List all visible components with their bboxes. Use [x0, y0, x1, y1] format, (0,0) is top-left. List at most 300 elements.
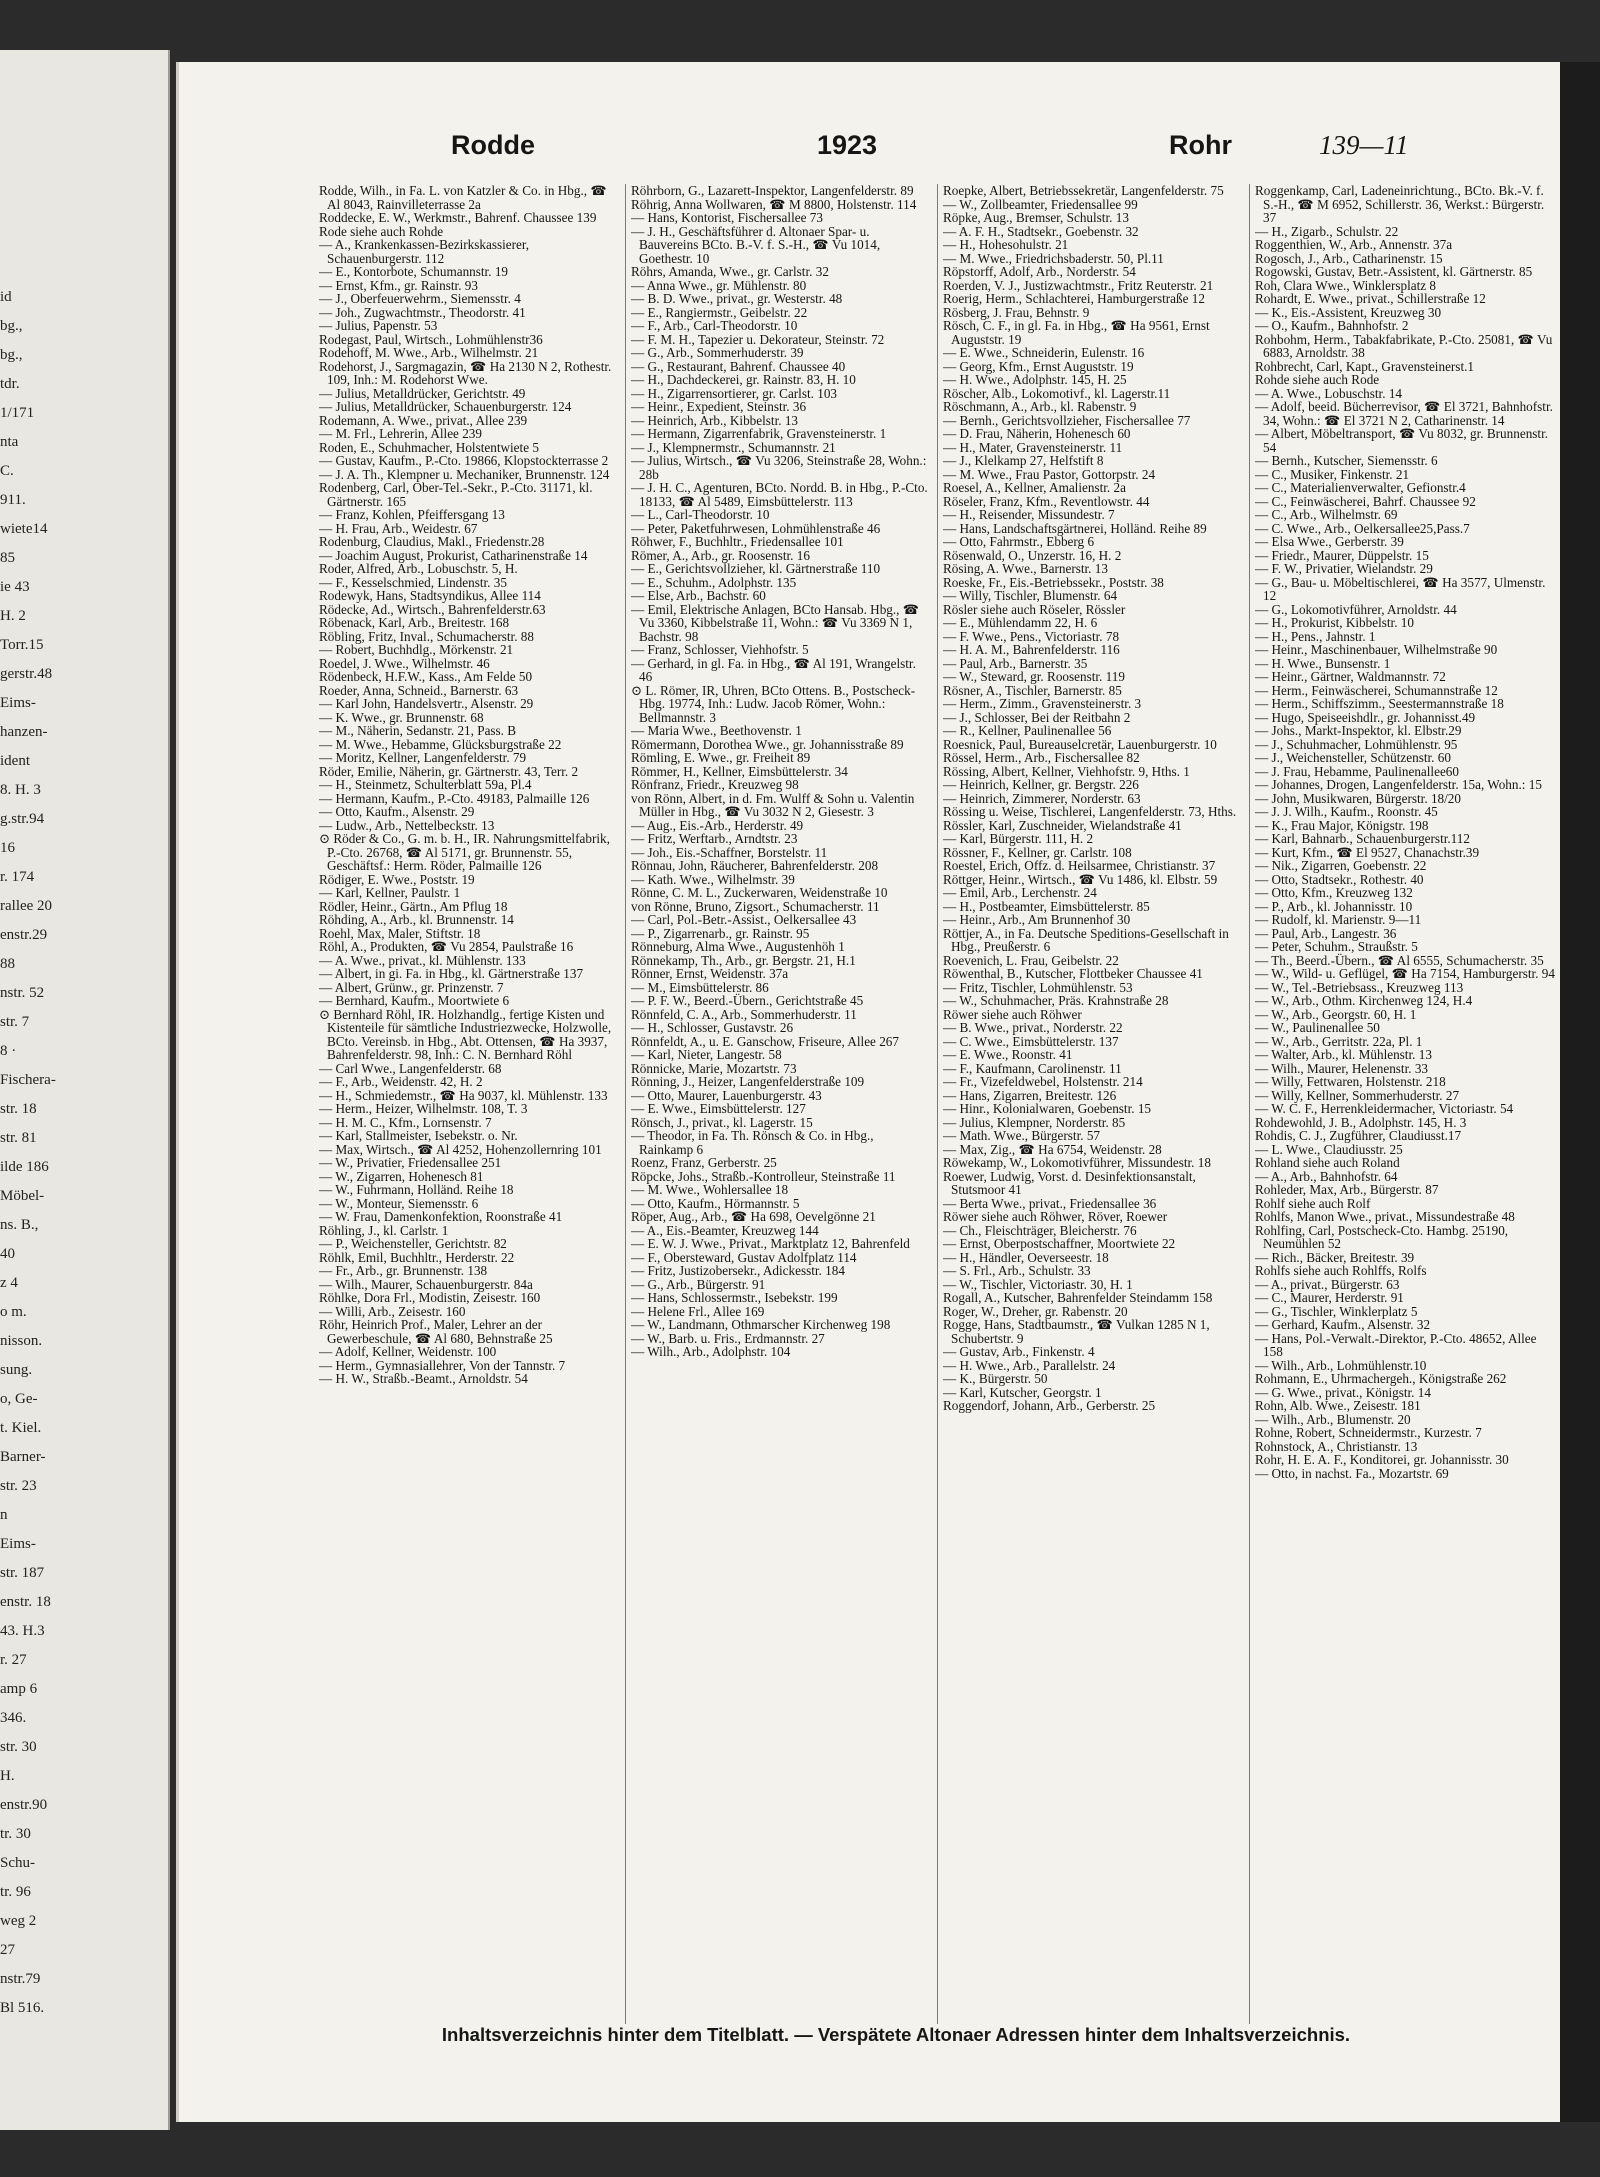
directory-entry: — R., Kellner, Paulinenallee 56	[943, 723, 1112, 738]
directory-entry: Roden, E., Schuhmacher, Holstentwiete 5	[319, 439, 539, 455]
directory-entry: Roehl, Max, Maler, Stiftstr. 18	[319, 925, 481, 941]
gutter-fragment: bg.,	[0, 318, 23, 334]
directory-entry: — Th., Beerd.-Übern., ☎ Al 6555, Schumacherstr. 35	[1255, 952, 1544, 968]
directory-entry: Roevenich, L. Frau, Geibelstr. 22	[943, 952, 1119, 968]
directory-entry: Rohde siehe auch Rode	[1255, 372, 1380, 387]
directory-entry: — Hermann, Kaufm., P.-Cto. 49183, Palmaille 126	[319, 790, 590, 806]
directory-entry: — Helene Frl., Allee 169	[631, 1303, 765, 1319]
directory-entry: Rogosch, J., Arb., Catharinenstr. 15	[1255, 250, 1443, 266]
directory-entry: Rösner, A., Tischler, Barnerstr. 85	[943, 682, 1122, 698]
directory-entry: Roesel, A., Kellner, Amalienstr. 2a	[943, 480, 1126, 495]
directory-entry: — Adolf, beeid. Bücherrevisor, ☎ El 3721, Bahnhofstr. 34, Wohn.: ☎ El 3721 N 2, Catharinenstr. 14	[1255, 399, 1553, 428]
directory-entry: Röwekamp, W., Lokomotivführer, Missundestr. 18	[943, 1155, 1211, 1170]
directory-entry: — W., Arb., Othm. Kirchenweg 124, H.4	[1255, 993, 1473, 1008]
directory-entry: — W., Monteur, Siemensstr. 6	[319, 1195, 479, 1211]
directory-entry: — M. Wwe., Hebamme, Glücksburgstraße 22	[319, 736, 562, 752]
directory-entry: — E., Kontorbote, Schumannstr. 19	[319, 264, 509, 279]
running-head-first-name: Rodde	[451, 130, 535, 160]
directory-entry: — Gerhard, Kaufm., Alsenstr. 32	[1255, 1317, 1431, 1332]
gutter-fragment: str. 81	[0, 1130, 37, 1146]
directory-entry: Röhr, Heinrich Prof., Maler, Lehrer an der Gewerbeschule, ☎ Al 680, Behnstraße 25	[319, 1317, 553, 1346]
directory-entry: — W., Zigarren, Hohenesch 81	[319, 1168, 484, 1184]
directory-entry: Rodenberg, Carl, Ober-Tel.-Sekr., P.-Cto. 31171, kl. Gärtnerstr. 165	[319, 480, 593, 509]
directory-entry: — Heinrich, Arb., Kibbelstr. 13	[631, 412, 799, 428]
directory-entry: Roestel, Erich, Offz. d. Heilsarmee, Christianstr. 37	[943, 858, 1216, 873]
directory-entry: Rödenbeck, H.F.W., Kass., Am Felde 50	[319, 669, 533, 684]
directory-entry: Röwer siehe auch Röhwer, Röver, Roewer	[943, 1209, 1168, 1224]
directory-entry: — Herm., Feinwäscherei, Schumannstraße 12	[1255, 682, 1498, 698]
directory-entry: — Berta Wwe., privat., Friedensallee 36	[943, 1195, 1157, 1211]
gutter-fragment: enstr. 18	[0, 1594, 51, 1610]
directory-entry: — W. C. F., Herrenkleidermacher, Victoriastr. 54	[1255, 1101, 1514, 1116]
directory-entry: — K., Bürgerstr. 50	[943, 1371, 1048, 1386]
directory-entry: — J., Schuhmacher, Lohmühlenstr. 95	[1255, 736, 1458, 752]
directory-entry: Roggendorf, Johann, Arb., Gerberstr. 25	[943, 1398, 1156, 1413]
directory-entry: — A., Krankenkassen-Bezirkskassierer, Schauenburgerstr. 112	[319, 237, 530, 266]
directory-entry: — Hans, Kontorist, Fischersallee 73	[631, 210, 823, 225]
directory-entry: Roger, W., Dreher, gr. Rabenstr. 20	[943, 1303, 1128, 1319]
directory-entry: — H. W., Straßb.-Beamt., Arnoldstr. 54	[319, 1371, 528, 1386]
directory-entry: — G., Arb., Bürgerstr. 91	[631, 1276, 766, 1292]
directory-entry: — W., Zollbeamter, Friedensallee 99	[943, 196, 1138, 212]
directory-entry: — D. Frau, Näherin, Hohenesch 60	[943, 426, 1131, 441]
directory-entry: — M. Wwe., Friedrichsbaderstr. 50, Pl.11	[943, 250, 1164, 266]
directory-entry: — W., Privatier, Friedensallee 251	[319, 1155, 502, 1170]
directory-entry: Roder, Alfred, Arb., Lobuschstr. 5, H.	[319, 561, 518, 576]
previous-page-edge	[0, 50, 170, 2130]
directory-entry: — Max, Wirtsch., ☎ Al 4252, Hohenzollernring 101	[319, 1141, 602, 1157]
directory-entry: — F. Wwe., Pens., Victoriastr. 78	[943, 628, 1120, 644]
directory-entry: — P., Weichensteller, Gerichtstr. 82	[319, 1236, 507, 1251]
directory-entry: — Hans, Landschaftsgärtnerei, Holländ. Reihe 89	[943, 520, 1207, 536]
directory-entry: — Heinrich, Kellner, gr. Bergstr. 226	[943, 777, 1139, 792]
directory-entry: — Julius, Metalldrücker, Gerichtstr. 49	[319, 385, 526, 401]
directory-entry: — W., Schuhmacher, Präs. Krahnstraße 28	[943, 993, 1169, 1008]
directory-entry: Römermann, Dorothea Wwe., gr. Johannisstraße 89	[631, 736, 904, 752]
directory-entry: — Karl, Nieter, Langestr. 58	[631, 1047, 782, 1062]
directory-entry: Röttger, Heinr., Wirtsch., ☎ Vu 1486, kl. Elbstr. 59	[943, 871, 1218, 887]
directory-entry: Röwer siehe auch Röhwer	[943, 1006, 1082, 1022]
directory-entry: Roh, Clara Wwe., Winklersplatz 8	[1255, 277, 1436, 293]
directory-entry: — Franz, Kohlen, Pfeiffersgang 13	[319, 507, 505, 522]
gutter-fragment: rallee 20	[0, 898, 53, 914]
gutter-fragment: 27	[0, 1942, 15, 1958]
directory-entry: — Karl, Kutscher, Georgstr. 1	[943, 1384, 1102, 1400]
directory-entry: — M., Näherin, Sedanstr. 21, Pass. B	[319, 723, 517, 738]
gutter-fragment: ident	[0, 753, 30, 769]
directory-entry: Rönning, J., Heizer, Langenfelderstraße 109	[631, 1074, 865, 1089]
gutter-fragment: Torr.15	[0, 637, 44, 653]
directory-entry: Röper, Aug., Arb., ☎ Ha 698, Oevelgönne 21	[631, 1209, 876, 1224]
directory-entry: Rönne, C. M. L., Zuckerwaren, Weidenstraße 10	[631, 885, 888, 900]
directory-entry: Röhrig, Anna Wollwaren, ☎ M 8800, Holstenstr. 114	[631, 196, 917, 212]
directory-entry: — G. Wwe., privat., Königstr. 14	[1255, 1384, 1431, 1400]
directory-entry: Roggenkamp, Carl, Ladeneinrichtung., BCto. Bk.-V. f. S.-H., ☎ M 6952, Schillerstr. 36, Werkst.: Bürgerstr. 37	[1255, 184, 1545, 225]
gutter-fragment: tdr.	[0, 376, 20, 392]
directory-entry: — A. Wwe., Lobuschstr. 14	[1255, 385, 1403, 401]
directory-entry: — Fritz, Justizobersekr., Adickesstr. 184	[631, 1263, 845, 1278]
directory-entry: Rönnau, John, Räucherer, Bahrenfelderstr. 208	[631, 858, 879, 873]
directory-entry: — Hugo, Speiseeishdlr., gr. Johannisst.49	[1255, 709, 1476, 725]
directory-entry: — Bernhard, Kaufm., Moortwiete 6	[319, 993, 510, 1008]
gutter-fragment: H.	[0, 1768, 15, 1784]
gutter-fragment: o m.	[0, 1304, 27, 1320]
directory-entry: ⊙ Röder & Co., G. m. b. H., IR. Nahrungsmittelfabrik, P.-Cto. 26768, ☎ Al 5171, gr. Brunnenstr. 55, Geschäftsf.: Herm. Röder, Palmaille 126	[319, 831, 610, 873]
directory-entry: Röpstorff, Adolf, Arb., Norderstr. 54	[943, 264, 1136, 279]
gutter-fragment: ns. B.,	[0, 1217, 39, 1233]
directory-entry: — K. Wwe., gr. Brunnenstr. 68	[319, 709, 484, 725]
directory-entry: — E. W. J. Wwe., Privat., Marktplatz 12, Bahrenfeld	[631, 1236, 910, 1251]
gutter-fragment: ie 43	[0, 579, 30, 595]
directory-entry: — C. Wwe., Arb., Oelkersallee25,Pass.7	[1255, 520, 1470, 536]
directory-entry: ⊙ Bernhard Röhl, IR. Holzhandlg., fertige Kisten und Kistenteile für sämtliche Industriezwecke, Holzwolle, BCto. Vereinsb. in Hbg., Abt. Ottensen, ☎ Ha 3937, Bahrenfelderstr. 98, Inh.: C. N. Bernhard Röhl	[319, 1006, 612, 1062]
directory-entry: Röhlk, Emil, Buchhltr., Herderstr. 22	[319, 1249, 515, 1265]
column-3	[943, 184, 1243, 2024]
directory-entry: — J. J. Wilh., Kaufm., Roonstr. 45	[1255, 804, 1438, 819]
gutter-fragment: r. 174	[0, 869, 35, 885]
page-number: 139—11	[1319, 130, 1409, 160]
directory-entry: — Paul, Arb., Barnerstr. 35	[943, 655, 1088, 671]
directory-entry: — W., Landmann, Othmarscher Kirchenweg 198	[631, 1317, 891, 1332]
directory-entry: Rodehorst, J., Sargmagazin, ☎ Ha 2130 N 2, Rothestr. 109, Inh.: M. Rodehorst Wwe.	[319, 358, 612, 387]
directory-entry: — Otto, Kfm., Kreuzweg 132	[1255, 885, 1413, 900]
directory-entry: Rohlf siehe auch Rolf	[1255, 1195, 1371, 1211]
gutter-fragment: o, Ge-	[0, 1391, 38, 1407]
directory-entry: — Franz, Schlosser, Viehhofstr. 5	[631, 642, 809, 657]
directory-entry: — H., Händler, Oeverseestr. 18	[943, 1249, 1109, 1265]
gutter-fragment: hanzen-	[0, 724, 48, 740]
directory-entry: Rösch, C. F., in gl. Fa. in Hbg., ☎ Ha 9561, Ernst Auguststr. 19	[943, 318, 1210, 347]
directory-page	[176, 62, 1561, 2122]
directory-columns	[319, 184, 1555, 2024]
gutter-fragment: str. 30	[0, 1739, 37, 1755]
directory-entry: Rönneburg, Alma Wwe., Augustenhöh 1	[631, 939, 845, 954]
directory-entry: — Herm., Schiffszimm., Seestermannstraße 18	[1255, 696, 1504, 711]
directory-entry: — J. H., Geschäftsführer d. Altonaer Spar- u. Bauvereins BCto. B.-V. f. S.-H., ☎ Vu 1014, Goethestr. 10	[631, 223, 881, 266]
directory-entry: — Anna Wwe., gr. Mühlenstr. 80	[631, 277, 807, 293]
gutter-fragment: 346.	[0, 1710, 27, 1726]
directory-entry: Rodewyk, Hans, Stadtsyndikus, Allee 114	[319, 588, 541, 603]
directory-entry: — H. Wwe., Adolphstr. 145, H. 25	[943, 372, 1127, 387]
gutter-fragment: gerstr.48	[0, 666, 53, 682]
directory-entry: — Julius, Metalldrücker, Schauenburgerstr. 124	[319, 399, 572, 414]
gutter-fragment: str. 18	[0, 1101, 37, 1117]
directory-entry: Römer, A., Arb., gr. Roosenstr. 16	[631, 547, 810, 563]
directory-entry: — F. W., Privatier, Wielandstr. 29	[1255, 561, 1433, 576]
directory-entry: — M., Eimsbüttelerstr. 86	[631, 979, 769, 995]
directory-entry: — J. H. C., Agenturen, BCto. Nordd. B. in Hbg., P.-Cto. 18133, ☎ Al 5489, Eimsbüttelerstr. 113	[631, 480, 928, 509]
directory-entry: — E., Schuhm., Adolphstr. 135	[631, 574, 797, 590]
directory-entry: — Herm., Zimm., Gravensteinerstr. 3	[943, 696, 1142, 711]
gutter-fragment: str. 23	[0, 1478, 37, 1494]
gutter-fragment: nisson.	[0, 1333, 43, 1349]
directory-entry: — Maria Wwe., Beethovenstr. 1	[631, 723, 802, 738]
directory-entry: — W., Tel.-Betriebsass., Kreuzweg 113	[1255, 979, 1464, 995]
directory-entry: Rössler, Karl, Zuschneider, Wielandstraße 41	[943, 817, 1182, 833]
directory-entry: — G., Restaurant, Bahrenf. Chaussee 40	[631, 358, 846, 374]
directory-entry: — Heinr., Gärtner, Waldmannstr. 72	[1255, 669, 1446, 684]
directory-entry: Rohr, H. E. A. F., Konditorei, gr. Johannisstr. 30	[1255, 1452, 1509, 1467]
directory-entry: — J., Klelkamp 27, Helfstift 8	[943, 453, 1104, 468]
directory-entry: — H. Wwe., Arb., Parallelstr. 24	[943, 1357, 1116, 1373]
directory-entry: — H., Prokurist, Kibbelstr. 10	[1255, 615, 1414, 630]
directory-entry: Röwenthal, B., Kutscher, Flottbeker Chaussee 41	[943, 966, 1203, 981]
directory-entry: — F., Arb., Carl-Theodorstr. 10	[631, 318, 798, 333]
directory-entry: Rönner, Ernst, Weidenstr. 37a	[631, 966, 789, 981]
directory-entry: Rödiger, E. Wwe., Poststr. 19	[319, 871, 475, 887]
directory-entry: Roesnick, Paul, Bureauselcretär, Lauenburgerstr. 10	[943, 736, 1217, 752]
directory-entry: — Herm., Gymnasiallehrer, Von der Tannstr. 7	[319, 1357, 566, 1373]
directory-entry: — L., Carl-Theodorstr. 10	[631, 507, 770, 522]
directory-entry: Roddecke, E. W., Werkmstr., Bahrenf. Chaussee 139	[319, 210, 597, 225]
directory-entry: — Math. Wwe., Bürgerstr. 57	[943, 1128, 1101, 1143]
directory-entry: ⊙ L. Römer, IR, Uhren, BCto Ottens. B., Postscheck-Hbg. 19774, Inh.: Ludw. Jacob Römer, Wohn.: Bellmannstr. 3	[631, 682, 916, 725]
directory-entry: — Gerhard, in gl. Fa. in Hbg., ☎ Al 191, Wrangelstr. 46	[631, 655, 916, 684]
directory-entry: — Bernh., Kutscher, Siemensstr. 6	[1255, 453, 1438, 468]
gutter-fragment: Fischera-	[0, 1072, 56, 1088]
directory-entry: Rogowski, Gustav, Betr.-Assistent, kl. Gärtnerstr. 85	[1255, 264, 1533, 279]
directory-entry: — Johs., Markt-Inspektor, kl. Elbstr.29	[1255, 723, 1462, 738]
directory-entry: — M. Wwe., Wohlersallee 18	[631, 1182, 789, 1197]
gutter-fragment: amp 6	[0, 1681, 38, 1697]
gutter-fragment: id	[0, 289, 12, 305]
directory-entry: Rohbohm, Herm., Tabakfabrikate, P.-Cto. 25081, ☎ Vu 6883, Arnoldstr. 38	[1255, 331, 1553, 360]
gutter-fragment: 43. H.3	[0, 1623, 45, 1639]
gutter-fragment: 40	[0, 1246, 15, 1262]
directory-entry: Röpcke, Johs., Straßb.-Kontrolleur, Steinstraße 11	[631, 1168, 896, 1184]
directory-entry: — M. Frl., Lehrerin, Allee 239	[319, 426, 482, 441]
directory-entry: — Willi, Arb., Zeisestr. 160	[319, 1303, 466, 1319]
directory-entry: — H., Mater, Gravensteinerstr. 11	[943, 439, 1123, 455]
directory-entry: — Kath. Wwe., Wilhelmstr. 39	[631, 871, 795, 887]
directory-entry: — Else, Arb., Bachstr. 60	[631, 588, 766, 603]
directory-entry: Röbling, Fritz, Inval., Schumacherstr. 88	[319, 628, 534, 644]
directory-entry: — Max, Zig., ☎ Ha 6754, Weidenstr. 28	[943, 1141, 1162, 1157]
directory-entry: — Friedr., Maurer, Düppelstr. 15	[1255, 547, 1429, 563]
gutter-fragment: wiete14	[0, 521, 48, 537]
directory-entry: Röhrborn, G., Lazarett-Inspektor, Langenfelderstr. 89	[631, 184, 914, 198]
directory-entry: — Albert, Grünw., gr. Prinzenstr. 7	[319, 979, 504, 995]
directory-entry: — Ernst, Oberpostschaffner, Moortwiete 22	[943, 1236, 1176, 1251]
directory-entry: — Otto, Maurer, Lauenburgerstr. 43	[631, 1087, 822, 1103]
directory-entry: — H. A. M., Bahrenfelderstr. 116	[943, 642, 1120, 657]
directory-entry: von Rönne, Bruno, Zigsort., Schumacherstr. 11	[631, 898, 880, 914]
gutter-fragment: 85	[0, 550, 15, 566]
directory-entry: Roggenthien, W., Arb., Annenstr. 37a	[1255, 237, 1453, 252]
directory-entry: — W., Barb. u. Fris., Erdmannstr. 27	[631, 1330, 825, 1346]
directory-entry: — Hans, Schlossermstr., Isebekstr. 199	[631, 1290, 838, 1305]
directory-entry: Röhl, A., Produkten, ☎ Vu 2854, Paulstraße 16	[319, 939, 574, 954]
gutter-fragment: H. 2	[0, 608, 26, 624]
directory-entry: — J. A. Th., Klempner u. Mechaniker, Brunnenstr. 124	[319, 466, 610, 482]
directory-entry: Rössner, F., Kellner, gr. Carlstr. 108	[943, 844, 1132, 860]
gutter-fragment: Eims-	[0, 1536, 36, 1552]
gutter-fragment: 911.	[0, 492, 26, 508]
directory-entry: — Nik., Zigarren, Goebenstr. 22	[1255, 858, 1427, 873]
directory-entry: — Ernst, Kfm., gr. Rainstr. 93	[319, 277, 478, 293]
running-head-last-name: Rohr	[1169, 130, 1232, 160]
directory-entry: — Kurt, Kfm., ☎ El 9527, Chanachstr.39	[1255, 844, 1480, 860]
directory-entry: — Karl John, Handelsvertr., Alsenstr. 29	[319, 696, 534, 711]
directory-entry: Röscher, Alb., Lokomotivf., kl. Lagerstr.11	[943, 385, 1171, 401]
directory-entry: — Albert, in gi. Fa. in Hbg., kl. Gärtnerstraße 137	[319, 966, 584, 981]
directory-entry: — Ludw., Arb., Nettelbeckstr. 13	[319, 817, 495, 833]
directory-entry: — Karl, Bahnarb., Schauenburgerstr.112	[1255, 831, 1470, 846]
directory-entry: — Otto, Kaufm., Alsenstr. 29	[319, 804, 475, 819]
directory-entry: Rönnfeld, C. A., Arb., Sommerhuderstr. 11	[631, 1006, 857, 1022]
directory-entry: Rönnekamp, Th., Arb., gr. Bergstr. 21, H.1	[631, 952, 856, 968]
directory-entry: — Hinr., Kolonialwaren, Goebenstr. 15	[943, 1101, 1152, 1116]
directory-entry: — A. F. H., Stadtsekr., Goebenstr. 32	[943, 223, 1139, 239]
directory-entry: — Karl, Bürgerstr. 111, H. 2	[943, 831, 1094, 846]
directory-entry: — Willy, Fettwaren, Holstenstr. 218	[1255, 1074, 1446, 1089]
column-2	[631, 184, 931, 2024]
directory-entry: — W., Wild- u. Geflügel, ☎ Ha 7154, Hamburgerstr. 94	[1255, 966, 1555, 981]
gutter-fragment: nstr. 52	[0, 985, 45, 1001]
directory-entry: Rohn, Alb. Wwe., Zeisestr. 181	[1255, 1398, 1421, 1413]
directory-entry: — Walter, Arb., kl. Mühlenstr. 13	[1255, 1047, 1432, 1062]
gutter-fragment: bg.,	[0, 347, 23, 363]
directory-entry: — G., Bau- u. Möbeltischlerei, ☎ Ha 3577, Ulmenstr. 12	[1255, 574, 1546, 603]
directory-entry: — H., Schmiedemstr., ☎ Ha 9037, kl. Mühlenstr. 133	[319, 1087, 608, 1103]
directory-entry: — Emil, Arb., Lerchenstr. 24	[943, 885, 1097, 900]
directory-entry: — Albert, Möbeltransport, ☎ Vu 8032, gr. Brunnenstr. 54	[1255, 426, 1549, 455]
directory-entry: — H., Hohesohulstr. 21	[943, 237, 1069, 252]
directory-entry: — Ch., Fleischträger, Bleicherstr. 76	[943, 1222, 1137, 1238]
directory-entry: — K., Frau Major, Königstr. 198	[1255, 817, 1429, 833]
directory-entry: Rönsch, J., privat., kl. Lagerstr. 15	[631, 1114, 813, 1130]
directory-entry: — C., Feinwäscherei, Bahrf. Chaussee 92	[1255, 493, 1476, 509]
directory-entry: — Hermann, Zigarrenfabrik, Gravensteinerstr. 1	[631, 426, 887, 441]
directory-entry: Rössel, Herm., Arb., Fischersallee 82	[943, 750, 1140, 765]
directory-entry: Röder, Emilie, Näherin, gr. Gärtnerstr. 43, Terr. 2	[319, 763, 579, 779]
directory-entry: — Wilh., Maurer, Helenenstr. 33	[1255, 1060, 1429, 1076]
gutter-fragment: enstr.90	[0, 1797, 48, 1813]
gutter-fragment: 16	[0, 840, 15, 856]
column-divider	[1249, 184, 1250, 2024]
directory-entry: Rohlfs siehe auch Rohlffs, Rolfs	[1255, 1263, 1427, 1278]
directory-entry: — F., Obersteward, Gustav Adolfplatz 114	[631, 1249, 857, 1265]
directory-entry: Rohleder, Max, Arb., Bürgerstr. 87	[1255, 1182, 1439, 1197]
directory-entry: — Adolf, Kellner, Weidenstr. 100	[319, 1344, 497, 1359]
directory-entry: — Otto, in nachst. Fa., Mozartstr. 69	[1255, 1465, 1449, 1481]
directory-entry: — Joh., Zugwachtmstr., Theodorstr. 41	[319, 304, 526, 320]
directory-entry: — W., Steward, gr. Roosenstr. 119	[943, 669, 1125, 684]
directory-entry: Rogall, A., Kutscher, Bahrenfelder Steindamm 158	[943, 1290, 1213, 1305]
directory-entry: Rösing, A. Wwe., Barnerstr. 13	[943, 561, 1108, 576]
directory-entry: Rodegast, Paul, Wirtsch., Lohmühlenstr36	[319, 331, 543, 347]
directory-entry: — Peter, Schuhm., Straußstr. 5	[1255, 939, 1418, 954]
directory-entry: — M. Wwe., Frau Pastor, Gottorpstr. 24	[943, 466, 1156, 482]
directory-entry: — A., privat., Bürgerstr. 63	[1255, 1276, 1400, 1292]
directory-entry: — H., Dachdeckerei, gr. Rainstr. 83, H. 10	[631, 372, 856, 387]
column-1	[319, 184, 619, 2024]
directory-entry: — C., Musiker, Finkenstr. 21	[1255, 466, 1410, 482]
directory-entry: — J., Oberfeuerwehrm., Siemensstr. 4	[319, 291, 521, 306]
gutter-fragment: sung.	[0, 1362, 33, 1378]
directory-entry: — G., Tischler, Winklerplatz 5	[1255, 1303, 1418, 1319]
scan-background-edge	[1560, 62, 1600, 2122]
directory-entry: — Hans, Pol.-Verwalt.-Direktor, P.-Cto. 48652, Allee 158	[1255, 1330, 1537, 1359]
directory-entry: — Robert, Buchhdlg., Mörkenstr. 21	[319, 642, 514, 657]
directory-entry: — H. Frau, Arb., Weidestr. 67	[319, 520, 478, 536]
directory-entry: Röhlke, Dora Frl., Modistin, Zeisestr. 160	[319, 1290, 541, 1305]
directory-entry: — J., Weichensteller, Schützenstr. 60	[1255, 750, 1451, 765]
directory-entry: — E., Mühlendamm 22, H. 6	[943, 615, 1098, 630]
gutter-fragment: str. 7	[0, 1014, 30, 1030]
gutter-fragment: str. 187	[0, 1565, 45, 1581]
directory-entry: — Heinr., Arb., Am Brunnenhof 30	[943, 912, 1131, 927]
directory-entry: — Joh., Eis.-Schaffner, Borstelstr. 11	[631, 844, 828, 860]
directory-entry: — S. Frl., Arb., Schulstr. 33	[943, 1263, 1091, 1278]
column-4	[1255, 184, 1555, 2024]
gutter-fragment: r. 27	[0, 1652, 27, 1668]
directory-entry: — B. Wwe., privat., Norderstr. 22	[943, 1020, 1123, 1035]
directory-entry: — Fritz, Werftarb., Arndtstr. 23	[631, 831, 798, 846]
directory-entry: Rödler, Heinr., Gärtn., Am Pflug 18	[319, 898, 508, 914]
directory-entry: Rohdis, C. J., Zugführer, Claudiusst.17	[1255, 1128, 1462, 1143]
directory-entry: — H., Pens., Jahnstr. 1	[1255, 628, 1376, 644]
directory-entry: Rönfranz, Friedr., Kreuzweg 98	[631, 777, 799, 792]
gutter-fragment: Eims-	[0, 695, 36, 711]
directory-entry: — K., Eis.-Assistent, Kreuzweg 30	[1255, 304, 1442, 320]
running-head	[179, 130, 1561, 170]
directory-entry: — A., Arb., Bahnhofstr. 64	[1255, 1168, 1398, 1184]
directory-entry: von Rönn, Albert, in d. Fm. Wulff & Sohn u. Valentin Müller in Hbg., ☎ Vu 3032 N 2, Giesestr. 3	[631, 790, 915, 819]
directory-entry: Roerig, Herm., Schlachterei, Hamburgerstraße 12	[943, 291, 1205, 306]
directory-entry: — Willy, Kellner, Sommerhuderstr. 27	[1255, 1087, 1460, 1103]
directory-entry: — E. Wwe., Schneiderin, Eulenstr. 16	[943, 345, 1145, 360]
directory-entry: — H., Postbeamter, Eimsbüttelerstr. 85	[943, 898, 1150, 914]
directory-entry: — F. M. H., Tapezier u. Dekorateur, Steinstr. 72	[631, 331, 885, 347]
footer-note: Inhaltsverzeichnis hinter dem Titelblatt. — Verspätete Altonaer Adressen hinter dem Inhaltsverzeichnis.	[441, 2024, 1351, 2045]
directory-entry: — Rudolf, kl. Marienstr. 9—11	[1255, 912, 1422, 927]
directory-entry: — Carl Wwe., Langenfelderstr. 68	[319, 1060, 502, 1076]
directory-entry: — Fritz, Tischler, Lohmühlenstr. 53	[943, 979, 1133, 995]
directory-entry: — Hans, Zigarren, Breitestr. 126	[943, 1087, 1117, 1103]
directory-entry: Roeder, Anna, Schneid., Barnerstr. 63	[319, 682, 519, 698]
gutter-fragment: 8 ·	[0, 1043, 17, 1059]
directory-entry: — F., Kesselschmied, Lindenstr. 35	[319, 574, 507, 590]
directory-entry: — F., Arb., Weidenstr. 42, H. 2	[319, 1074, 483, 1089]
directory-entry: — L. Wwe., Claudiusstr. 25	[1255, 1141, 1403, 1157]
gutter-fragment: 88	[0, 956, 15, 972]
directory-entry: — P., Zigarrenarb., gr. Rainstr. 95	[631, 925, 810, 941]
directory-entry: Rösler siehe auch Röseler, Rössler	[943, 601, 1126, 617]
directory-entry: Rössing u. Weise, Tischlerei, Langenfelderstr. 73, Hths.	[943, 804, 1237, 819]
directory-entry: — Karl, Stallmeister, Isebekstr. o. Nr.	[319, 1128, 518, 1143]
directory-entry: Rodehoff, M. Wwe., Arb., Wilhelmstr. 21	[319, 345, 539, 360]
directory-entry: — John, Musikwaren, Bürgerstr. 18/20	[1255, 790, 1461, 806]
directory-entry: — E., Rangiermstr., Geibelstr. 22	[631, 304, 808, 320]
directory-entry: — A., Eis.-Beamter, Kreuzweg 144	[631, 1222, 819, 1238]
directory-entry: Rohnstock, A., Christianstr. 13	[1255, 1438, 1418, 1454]
directory-entry: — O., Kaufm., Bahnhofstr. 2	[1255, 318, 1409, 333]
directory-entry: — H., Steinmetz, Schulterblatt 59a, Pl.4	[319, 777, 532, 792]
directory-entry: — Joachim August, Prokurist, Catharinenstraße 14	[319, 547, 588, 563]
directory-entry: — A. Wwe., privat., kl. Mühlenstr. 133	[319, 952, 526, 968]
directory-entry: — Heinr., Maschinenbauer, Wilhelmstraße 90	[1255, 642, 1498, 657]
gutter-fragment: g.str.94	[0, 811, 45, 827]
gutter-fragment: nta	[0, 434, 19, 450]
directory-entry: — Herm., Heizer, Wilhelmstr. 108, T. 3	[319, 1101, 528, 1116]
directory-entry: Rohlfing, Carl, Postscheck-Cto. Hambg. 25190, Neumühlen 52	[1255, 1222, 1509, 1251]
directory-entry: — Julius, Papenstr. 53	[319, 318, 438, 333]
directory-entry: Röbenack, Karl, Arb., Breitestr. 168	[319, 615, 510, 630]
column-divider	[937, 184, 938, 2024]
directory-entry: Röhrs, Amanda, Wwe., gr. Carlstr. 32	[631, 264, 829, 279]
directory-entry: — G., Lokomotivführer, Arnoldstr. 44	[1255, 601, 1457, 617]
